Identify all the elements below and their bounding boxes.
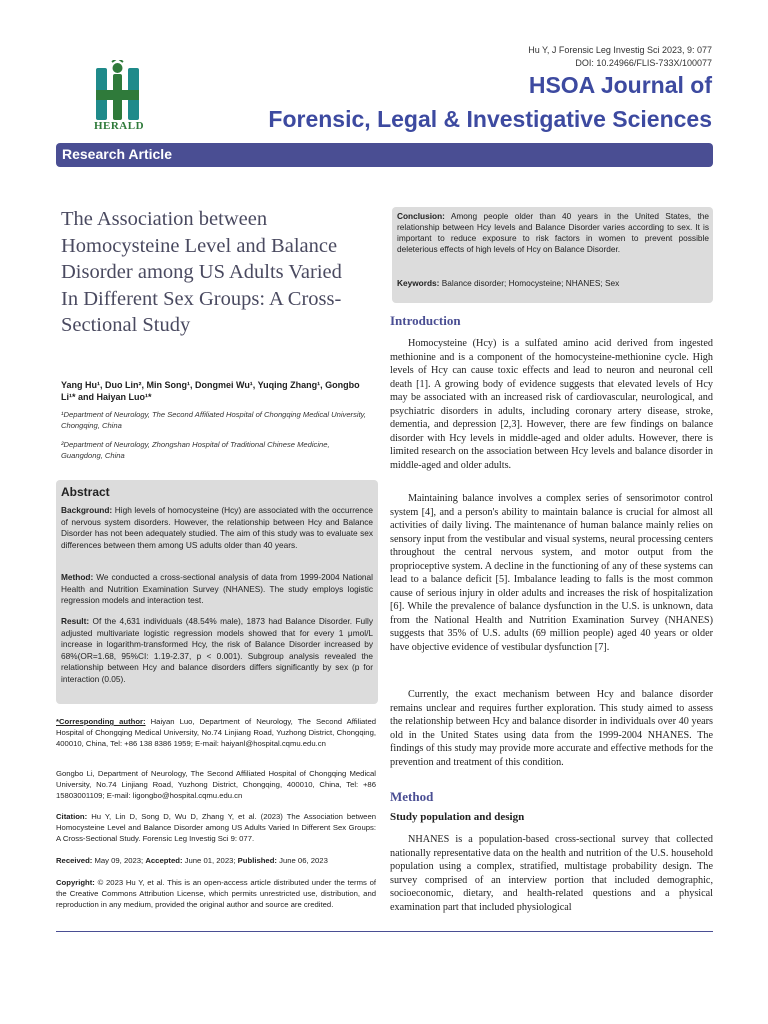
logo-text: HERALD [93,120,145,132]
abstract-conclusion [397,211,709,255]
abstract-heading: Abstract [61,485,110,499]
citation-block [56,811,376,844]
conclusion-label: Conclusion: [397,211,445,221]
author-list: Yang Hu¹, Duo Lin², Min Song¹, Dongmei Wu¹, Yuqing Zhang¹, Gongbo Li¹* and Haiyan Luo¹* [61,380,360,402]
affiliation-1: ¹Department of Neurology, The Second Affiliated Hospital of Chongqing Medical University, Chongqing, China [61,410,367,430]
journal-name-line1: HSOA Journal of [528,72,712,98]
intro-paragraph-1: Homocysteine (Hcy) is a sulfated amino acid derived from ingested methionine and is a component of the homocysteine-methionine cycle. High levels of Hcy can cause toxic effects and lead to neuron and neuronal cell death [1]. A growing body of evidence suggests that elevated levels of Hcy may be associated with an increased risk of cardiovascular, neurological, and psychiatric disorders in adults, including coronary artery disease, stroke, dementia, and depression [2,3]. However, there are few findings on balance disorder with Hcy levels in middle-aged and older adults. However, there is limited research on the association between Hcy levels and balance disorder in middle-aged and older adults. [390,338,713,471]
published-date: June 06, 2023 [279,856,328,865]
abstract-method [61,572,373,607]
copyright-block [56,877,376,910]
received-date: May 09, 2023; [94,856,144,865]
introduction-heading: Introduction [390,313,461,328]
study-population-subheading: Study population and design [390,811,525,823]
abstract-background [61,505,373,551]
journal-name-line2: Forensic, Legal & Investigative Sciences [268,106,712,132]
intro-paragraph-3: Currently, the exact mechanism between Hcy and balance disorder remains unclear and requires further exploration. This study aimed to assess the relationship between Hcy and balance disorder in individuals over 40 years old in the United States using data from the 1999-2004 NHANES. The findings of this study may provide more accurate and effective methods for the prevention and treatment of this condition. [390,689,713,768]
keywords-line [397,278,709,289]
background-text: High levels of homocysteine (Hcy) are associated with the occurrence of nervous system disorders. However, the relationship between Hcy and Balance Disorder has not been adequately studied. The aim of this study was to evaluate sex differences between them among US adults older than 40 years. [61,505,374,550]
keywords-text: Balance disorder; Homocysteine; NHANES; Sex [441,278,620,288]
method-paragraph-1: NHANES is a population-based cross-sectional survey that collected nationally representative data on the health and nutrition of the U.S. household population using a complex, stratified, multistage probability design. The survey comprised of an interview portion that included demographic, socioeconomic, dietary, and health-related questions and a physical examination part that included physiological [390,834,713,913]
article-title: The Association between Homocysteine Level and Balance Disorder among US Adults Varied In Different Sex Groups: A Cross-Sectional Study [61,208,342,336]
published-label: Published: [237,856,277,865]
accepted-label: Accepted: [145,856,183,865]
citation-line: Hu Y, J Forensic Leg Investig Sci 2023, 9: 077 [528,45,712,55]
method-heading: Method [390,789,434,804]
intro-paragraph-2: Maintaining balance involves a complex series of sensorimotor control system [4], and a person's ability to maintain balance is crucial for almost all activities of daily living. The maintenance of human balance mainly relies on sensory input from the vestibular and visual systems, neural processing centers throughout the central nervous system, and motor output from the proprioceptive system. A decline in the functioning of any of these systems can lead to a balance deficit [5]. Imbalance leading to falls is the most common cause of serious injury in older adults and increases the risk of hospitalization [6]. While the prevalence of balance dysfunction in the U.S. is unknown, data from the National Health and Nutrition Examination Survey (NHANES) suggests that 35% of U.S. adults (69 million people) aged 40 years or older have objective evidence of vestibular dysfunction [7]. [390,493,713,654]
doi-line: DOI: 10.24966/FLIS-733X/100077 [575,58,712,68]
corresponding-author-1 [56,716,376,749]
copyright-text: © 2023 Hu Y, et al. This is an open-access article distributed under the terms of the Creative Commons Attribution License, which permits unrestricted use, distribution, and reproduction in any medium, provided the original author and source are credited. [56,878,376,909]
copyright-label: Copyright: [56,878,95,887]
affiliation-2: ²Department of Neurology, Zhongshan Hospital of Traditional Chinese Medicine, Guangdong, China [61,440,330,460]
method-label: Method: [61,572,94,582]
keywords-label: Keywords: [397,278,440,288]
dates-line [56,855,376,866]
citation-label: Citation: [56,812,88,821]
method-text: We conducted a cross-sectional analysis of data from 1999-2004 National Health and Nutrition Examination Survey (NHANES). The study employs logistic regression models and interaction test. [61,572,374,605]
citation-text: Hu Y, Lin D, Song D, Wu D, Zhang Y, et al. (2023) The Association between Homocysteine Level and Balance Disorder among US Adults Varied In Different Sex Groups: A Cross-Sectional Study. Forensic Leg Investig Sci 9: 077. [56,812,376,843]
received-label: Received: [56,856,93,865]
journal-citation-header [528,44,712,70]
result-label: Result: [61,616,90,626]
article-type-label: Research Article [62,146,172,162]
accepted-date: June 01, 2023; [184,856,236,865]
abstract-result [61,616,373,685]
background-label: Background: [61,505,113,515]
corresponding-text-1: Haiyan Luo, Department of Neurology, The Second Affiliated Hospital of Chongqing Medical University, No.74 Linjiang Road, Yuzhong District, Chongqing, 400010, China, Tel: +86 138 8386 1959; E-mail: haiyanl@hospital.cqmu.edu.cn [56,717,376,748]
conclusion-text: Among people older than 40 years in the United States, the relationship between Hcy levels and Balance Disorder varies according to sex. It is important to reduce exposure to risk factors in women to prevent possible deleterious effects of high levels of Hcy on Balance Disorder. [397,211,709,254]
result-text: Of the 4,631 individuals (48.54% male), 1873 had Balance Disorder. Fully adjusted multivariate logistic regression models showed that for every 1 μmol/L increase in logarithm-transformed Hcy, the risk of Balance Disorder increased by 68%(OR=1.68, 95%CI: 1.19-2.37, p < 0.001). Subgroup analysis revealed the relationship between Hcy and balance disorders differs significantly by sex (p for interaction (0.05). [61,616,373,684]
footer-divider [56,931,713,932]
corresponding-label: *Corresponding author: [56,717,146,726]
corresponding-author-2: Gongbo Li, Department of Neurology, The Second Affiliated Hospital of Chongqing Medical University, No.74 Linjiang Road, Yuzhong District, Chongqing, 400010, China, Tel: +86 15803001109; E-mail: ligongbo@hospital.cqmu.edu.cn [56,769,376,800]
